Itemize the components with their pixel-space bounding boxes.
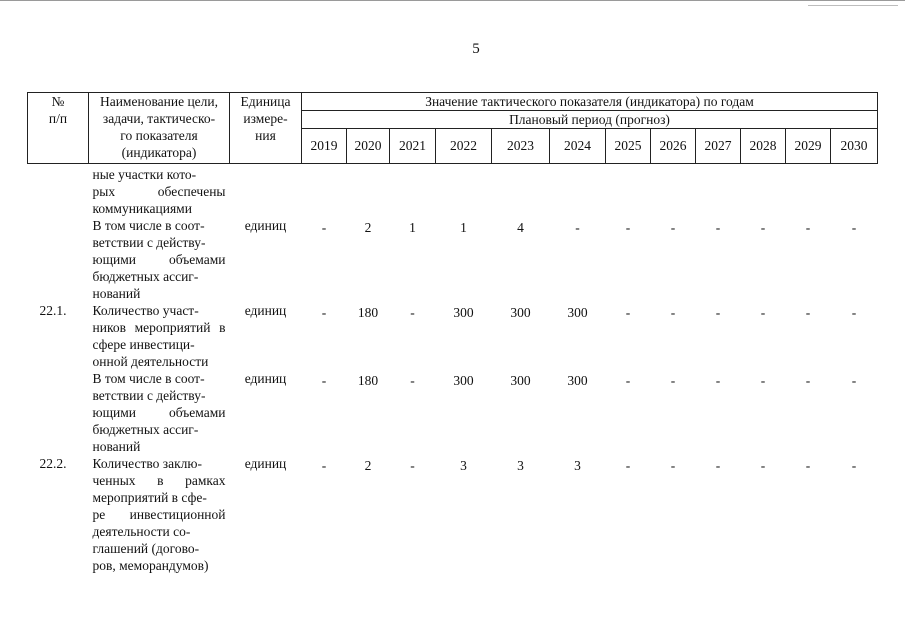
table-row [28, 370, 878, 455]
indicator-name: Количество участ- ников мероприятий в сфере инвестици- онной деятельности [92, 303, 226, 369]
value-cell: 3 [460, 458, 467, 473]
header-name: Наименование цели, задачи, тактическо- го показателя (индикатора) [89, 93, 230, 164]
year-cell: 2022 [436, 129, 492, 164]
year-cell: 2020 [347, 129, 390, 164]
header-period: Плановый период (прогноз) [302, 111, 878, 129]
value-cell: 3 [574, 458, 581, 473]
value-cell: - [851, 305, 857, 320]
indicator-name: В том числе в соот- ветствии с действу- ющими объемами бюджетных ассиг- нований [92, 371, 226, 454]
table-header [28, 93, 878, 164]
indicator-name: В том числе в соот- ветствии с действу- ющими объемами бюджетных ассиг- нований [92, 218, 226, 301]
year-cell: 2028 [741, 129, 786, 164]
page-top-border [0, 0, 905, 1]
value-cell: 300 [510, 305, 531, 320]
value-cell: - [321, 305, 327, 320]
value-cell: - [760, 373, 766, 388]
value-cell: - [670, 373, 676, 388]
value-cell [696, 164, 741, 218]
value-cell: - [760, 305, 766, 320]
value-cell: 300 [510, 373, 531, 388]
value-cell: - [805, 305, 811, 320]
value-cell: - [625, 458, 631, 473]
value-cell: 3 [517, 458, 524, 473]
value-cell: 180 [357, 373, 379, 388]
year-cell: 2023 [492, 129, 550, 164]
value-cell [302, 164, 347, 218]
value-cell [390, 164, 436, 218]
value-cell: 180 [357, 305, 379, 320]
year-cell: 2025 [606, 129, 651, 164]
value-cell: - [715, 458, 721, 473]
value-cell: 300 [453, 305, 474, 320]
year-cell: 2027 [696, 129, 741, 164]
value-cell [436, 164, 492, 218]
indicators-table [27, 92, 878, 574]
value-cell [741, 164, 786, 218]
value-cell: - [575, 220, 580, 235]
value-cell: 2 [364, 220, 372, 235]
value-cell [492, 164, 550, 218]
table-body [28, 164, 878, 575]
table-row [28, 302, 878, 370]
value-cell: - [715, 305, 721, 320]
value-cell: - [851, 220, 857, 235]
value-cell: - [805, 220, 811, 235]
value-cell [786, 164, 831, 218]
value-cell: 300 [567, 373, 588, 388]
year-cell: 2021 [390, 129, 436, 164]
value-cell: - [760, 220, 766, 235]
value-cell: - [715, 373, 721, 388]
value-cell: - [805, 458, 811, 473]
year-cell: 2029 [786, 129, 831, 164]
value-cell: - [851, 458, 857, 473]
value-cell: - [805, 373, 811, 388]
value-cell [651, 164, 696, 218]
year-cell: 2030 [831, 129, 878, 164]
header-values: Значение тактического показателя (индикатора) по годам [302, 93, 878, 111]
unit-cell: единиц [244, 371, 287, 386]
year-cell: 2026 [651, 129, 696, 164]
value-cell: - [625, 373, 631, 388]
row-number [28, 164, 89, 218]
table-row [28, 217, 878, 302]
value-cell: 2 [364, 458, 372, 473]
value-cell [347, 164, 390, 218]
value-cell: - [410, 373, 415, 388]
value-cell: - [670, 458, 676, 473]
header-unit: Единица измере- ния [230, 93, 302, 164]
value-cell: - [670, 220, 676, 235]
row-number: 22.2. [39, 456, 67, 471]
value-cell: - [715, 220, 721, 235]
value-cell: 1 [409, 220, 416, 235]
value-cell: - [670, 305, 676, 320]
row-number [28, 217, 89, 302]
value-cell: - [410, 305, 415, 320]
unit-cell [230, 164, 302, 218]
value-cell: 1 [460, 220, 467, 235]
value-cell [606, 164, 651, 218]
value-cell: - [321, 373, 327, 388]
year-cell: 2019 [302, 129, 347, 164]
unit-cell: единиц [244, 218, 287, 233]
value-cell: - [760, 458, 766, 473]
value-cell: - [410, 458, 415, 473]
value-cell: - [625, 305, 631, 320]
value-cell: - [625, 220, 631, 235]
page-top-mark [808, 5, 898, 6]
table-row [28, 164, 878, 218]
row-number: 22.1. [39, 303, 67, 318]
unit-cell: единиц [244, 303, 287, 318]
value-cell: 4 [517, 220, 524, 235]
value-cell: - [321, 458, 327, 473]
row-number [28, 370, 89, 455]
year-cell: 2024 [550, 129, 606, 164]
header-num: № п/п [28, 93, 89, 164]
indicator-name: Количество заклю- ченных в рамках мероприятий в сфе- ре инвестиционной деятельности со- глашений (догово- ров, меморандумов) [92, 456, 226, 573]
table-row [28, 455, 878, 574]
value-cell: - [851, 373, 857, 388]
value-cell: 300 [567, 305, 588, 320]
value-cell [550, 164, 606, 218]
page-number: 5 [472, 41, 480, 57]
indicator-name: ные участки кото- рых обеспечены коммуникациями [92, 167, 226, 216]
value-cell [831, 164, 878, 218]
value-cell: - [321, 220, 327, 235]
unit-cell: единиц [244, 456, 287, 471]
value-cell: 300 [453, 373, 474, 388]
